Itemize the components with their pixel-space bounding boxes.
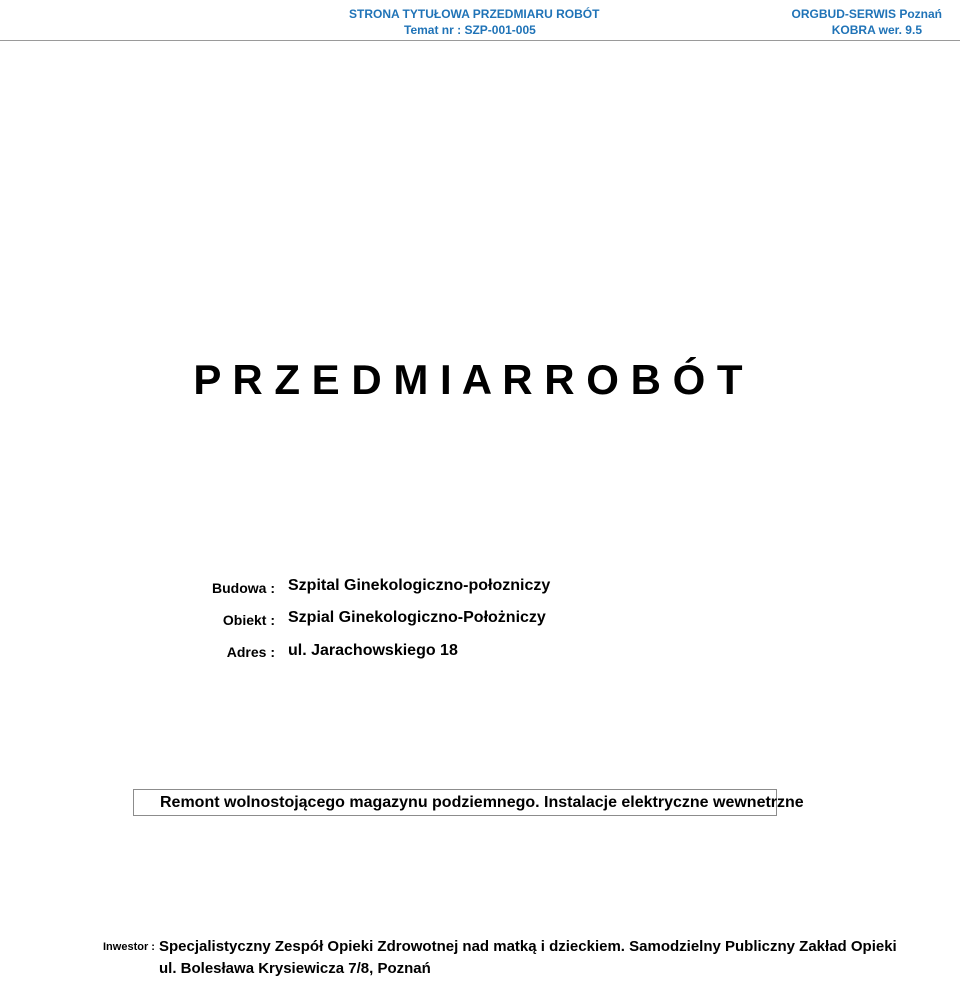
investor-name: Specjalistyczny Zespół Opieki Zdrowotnej nad matką i dzieckiem. Samodzielny Publiczny Zakład Opieki <box>159 938 897 955</box>
obiekt-label: Obiekt : <box>222 612 275 628</box>
investor-label: Inwestor : <box>103 941 155 953</box>
adres-label: Adres : <box>226 644 275 660</box>
budowa-value: Szpital Ginekologiczno-połozniczy <box>288 577 551 594</box>
investor-address: ul. Bolesława Krysiewicza 7/8, Poznań <box>159 960 431 977</box>
page-title: P R Z E D M I A R R O B Ó T <box>193 356 743 403</box>
obiekt-value: Szpial Ginekologiczno-Położniczy <box>288 609 546 626</box>
adres-value: ul. Jarachowskiego 18 <box>288 642 458 659</box>
description-text: Remont wolnostojącego magazynu podziemnego. Instalacje elektryczne wewnetrzne <box>160 794 804 811</box>
header-software-version: KOBRA wer. 9.5 <box>831 23 922 37</box>
header-company: ORGBUD-SERWIS Poznań <box>791 7 942 21</box>
description-box <box>133 789 804 816</box>
header-topic-number: Temat nr : SZP-001-005 <box>404 23 536 37</box>
header-title: STRONA TYTUŁOWA PRZEDMIARU ROBÓT <box>349 7 600 21</box>
budowa-label: Budowa : <box>212 580 275 596</box>
header-divider <box>0 40 960 41</box>
